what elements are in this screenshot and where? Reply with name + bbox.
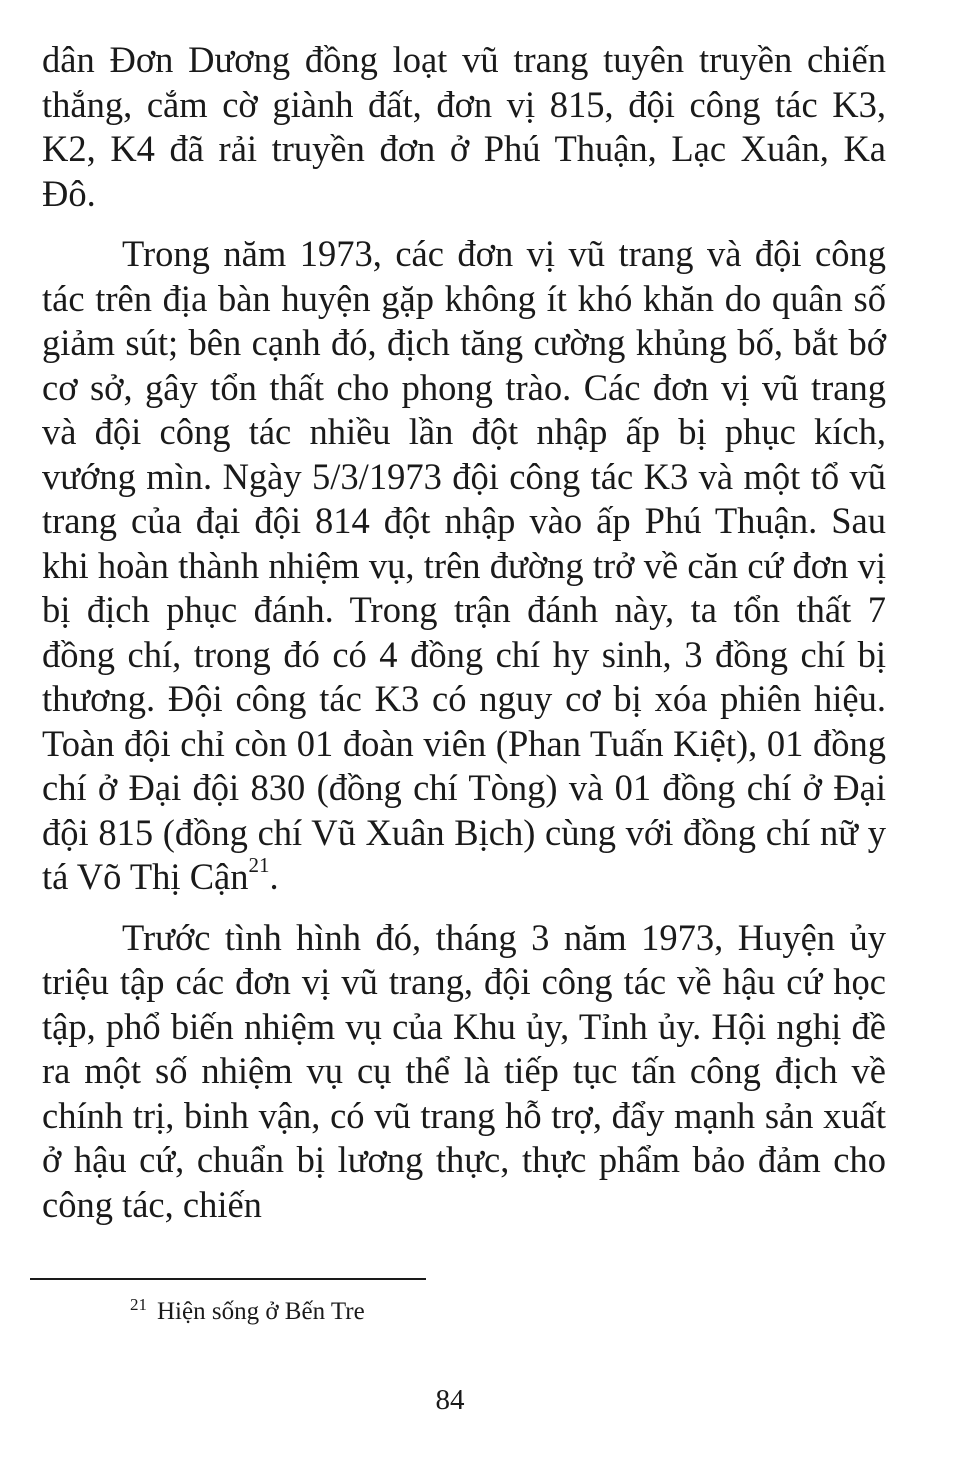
footnote-divider <box>30 1278 426 1280</box>
body-text <box>42 38 886 1227</box>
footnote-number: 21 <box>130 1295 147 1314</box>
paragraph-conference <box>42 916 886 1228</box>
footnote <box>130 1296 365 1330</box>
paragraph-tail: . <box>269 856 279 897</box>
paragraph-continued <box>42 38 886 216</box>
paragraph-text: Trong năm 1973, các đơn vị vũ trang và đội công tác trên địa bàn huyện gặp không ít khó khăn do quân số giảm sút; bên cạnh đó, địch tăng cường khủng bố, bắt bớ cơ sở, gây tổn thất cho phong trào. Các đơn vị vũ trang và đội công tác nhiều lần đột nhập ấp bị phục kích, vướng mìn. Ngày 5/3/1973 đội công tác K3 và một tổ vũ trang của đại đội 814 đột nhập vào ấp Phú Thuận. Sau khi hoàn thành nhiệm vụ, trên đường trở về căn cứ đơn vị bị địch phục đánh. Trong trận đánh này, ta tổn thất 7 đồng chí, trong đó có 4 đồng chí hy sinh, 3 đồng chí bị thương. Đội công tác K3 có nguy cơ bị xóa phiên hiệu. Toàn đội chỉ còn 01 đoàn viên (Phan Tuấn Kiệt), 01 đồng chí ở Đại đội 830 (đồng chí Tòng) và 01 đồng chí ở Đại đội 815 (đồng chí Vũ Xuân Bịch) cùng với đồng chí nữ y tá Võ Thị Cận <box>42 233 886 897</box>
paragraph-text: dân Đơn Dương đồng loạt vũ trang tuyên truyền chiến thắng, cắm cờ giành đất, đơn vị 815, đội công tác K3, K2, K4 đã rải truyền đơn ở Phú Thuận, Lạc Xuân, Ka Đô. <box>42 39 886 214</box>
footnote-reference: 21 <box>248 852 270 877</box>
page-number: 84 <box>435 1384 465 1416</box>
paragraph-text: Trước tình hình đó, tháng 3 năm 1973, Huyện ủy triệu tập các đơn vị vũ trang, đội công tác về hậu cứ học tập, phổ biến nhiệm vụ của Khu ủy, Tỉnh ủy. Hội nghị đề ra một số nhiệm vụ cụ thể là tiếp tục tấn công địch về chính trị, binh vận, có vũ trang hỗ trợ, đẩy mạnh sản xuất ở hậu cứ, chuẩn bị lương thực, thực phẩm bảo đảm cho công tác, chiến <box>42 916 886 1225</box>
footnote-text: Hiện sống ở Bến Tre <box>157 1298 365 1325</box>
paragraph-1973-losses <box>42 232 886 900</box>
